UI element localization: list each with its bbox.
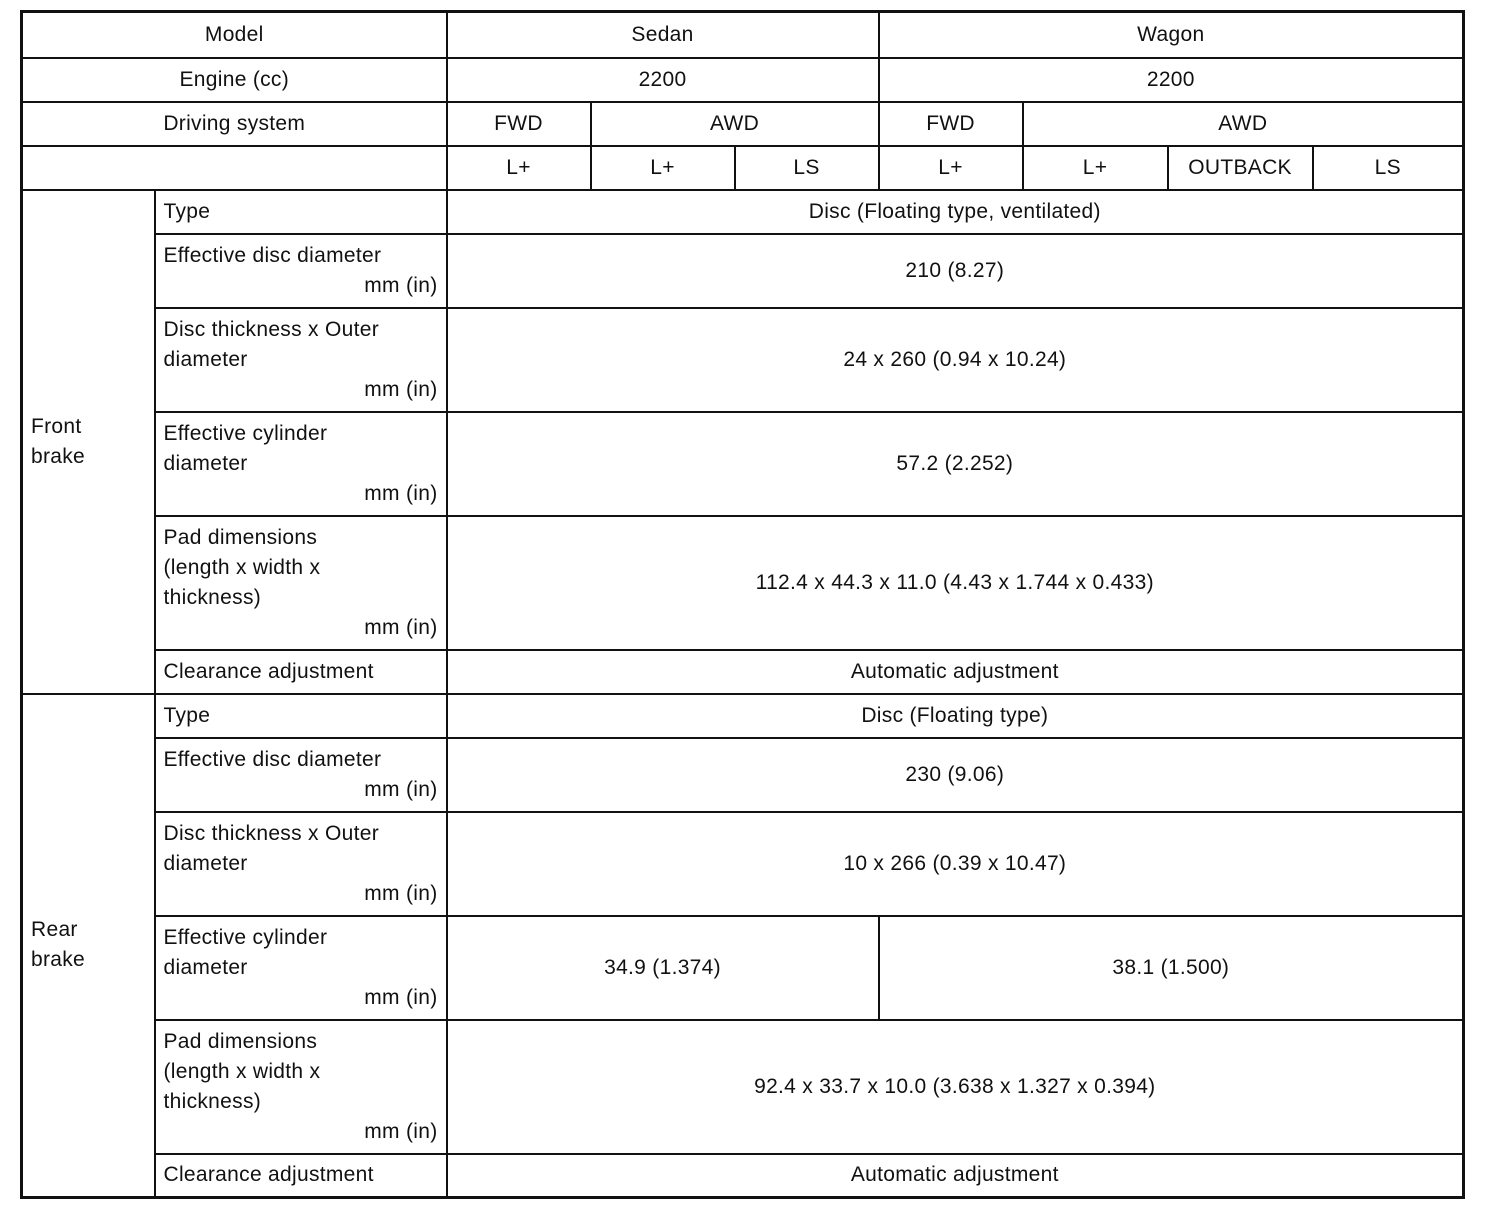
- unit-label: mm (in): [364, 777, 438, 801]
- front-brake-label-2: brake: [31, 444, 86, 468]
- front-brake-label-1: Front: [31, 414, 82, 438]
- unit-label: mm (in): [364, 481, 438, 505]
- unit-label: mm (in): [364, 615, 438, 639]
- rear-brake-section: [22, 694, 155, 1198]
- trim-cell: L+: [879, 146, 1023, 190]
- wagon-awd: AWD: [1023, 102, 1464, 146]
- rear-pad-label-1: Pad dimensions: [163, 1029, 318, 1053]
- unit-label: mm (in): [364, 377, 438, 401]
- trim-cell: OUTBACK: [1168, 146, 1313, 190]
- front-cylinder-label-2: diameter: [163, 451, 248, 475]
- rear-pad-label-2: (length x width x: [163, 1059, 321, 1083]
- driving-label: Driving system: [22, 102, 447, 146]
- front-clearance-label: Clearance adjustment: [155, 650, 447, 694]
- rear-eff-disc-label-text: Effective disc diameter: [163, 747, 382, 771]
- rear-type-label: Type: [155, 694, 447, 738]
- front-brake-section: [22, 190, 155, 694]
- rear-disc-thickness-label: [155, 812, 447, 916]
- wagon-fwd: FWD: [879, 102, 1023, 146]
- rear-eff-disc-row: [22, 738, 1464, 812]
- rear-clearance-row: [22, 1154, 1464, 1198]
- rear-cylinder-value-wagon: 38.1 (1.500): [879, 916, 1464, 1020]
- driving-row: [22, 102, 1464, 146]
- model-label: Model: [22, 12, 447, 58]
- rear-cylinder-label: [155, 916, 447, 1020]
- rear-brake-label-1: Rear: [31, 918, 78, 942]
- brake-spec-table: [20, 10, 1465, 1199]
- sedan-awd: AWD: [591, 102, 879, 146]
- front-disc-thickness-row: [22, 308, 1464, 412]
- trim-cell: L+: [591, 146, 735, 190]
- rear-pad-label: [155, 1020, 447, 1154]
- front-cylinder-label-1: Effective cylinder: [163, 421, 328, 445]
- wagon-engine: 2200: [879, 58, 1464, 102]
- unit-label: mm (in): [364, 273, 438, 297]
- front-disc-thickness-value: 24 x 260 (0.94 x 10.24): [447, 308, 1464, 412]
- rear-pad-label-3: thickness): [163, 1089, 262, 1113]
- front-type-label: Type: [155, 190, 447, 234]
- sedan-fwd: FWD: [447, 102, 591, 146]
- sedan-engine: 2200: [447, 58, 879, 102]
- rear-clearance-label: Clearance adjustment: [155, 1154, 447, 1198]
- unit-label: mm (in): [364, 985, 438, 1009]
- unit-label: mm (in): [364, 881, 438, 905]
- rear-disc-thickness-label-1: Disc thickness x Outer: [163, 821, 379, 845]
- rear-cylinder-label-2: diameter: [163, 955, 248, 979]
- trim-label-empty: [22, 146, 447, 190]
- rear-cylinder-value-sedan: 34.9 (1.374): [447, 916, 879, 1020]
- trim-cell: L+: [1023, 146, 1168, 190]
- trim-cell: LS: [735, 146, 879, 190]
- front-disc-thickness-label: [155, 308, 447, 412]
- rear-cylinder-label-1: Effective cylinder: [163, 925, 328, 949]
- rear-cylinder-row: [22, 916, 1464, 1020]
- rear-type-value: Disc (Floating type): [447, 694, 1464, 738]
- rear-eff-disc-label: [155, 738, 447, 812]
- front-type-row: [22, 190, 1464, 234]
- front-disc-thickness-label-1: Disc thickness x Outer: [163, 317, 379, 341]
- front-clearance-value: Automatic adjustment: [447, 650, 1464, 694]
- rear-pad-row: [22, 1020, 1464, 1154]
- front-pad-label-1: Pad dimensions: [163, 525, 318, 549]
- rear-disc-thickness-row: [22, 812, 1464, 916]
- rear-pad-value: 92.4 x 33.7 x 10.0 (3.638 x 1.327 x 0.394): [447, 1020, 1464, 1154]
- front-pad-label: [155, 516, 447, 650]
- wagon-header: Wagon: [879, 12, 1464, 58]
- front-pad-row: [22, 516, 1464, 650]
- unit-label: mm (in): [364, 1119, 438, 1143]
- front-clearance-row: [22, 650, 1464, 694]
- front-cylinder-label: [155, 412, 447, 516]
- sedan-header: Sedan: [447, 12, 879, 58]
- trim-cell: L+: [447, 146, 591, 190]
- model-row: [22, 12, 1464, 58]
- engine-row: [22, 58, 1464, 102]
- front-eff-disc-label: [155, 234, 447, 308]
- front-eff-disc-label-text: Effective disc diameter: [163, 243, 382, 267]
- trim-row: [22, 146, 1464, 190]
- rear-eff-disc-value: 230 (9.06): [447, 738, 1464, 812]
- rear-brake-label-2: brake: [31, 948, 86, 972]
- front-eff-disc-row: [22, 234, 1464, 308]
- front-cylinder-value: 57.2 (2.252): [447, 412, 1464, 516]
- front-pad-label-2: (length x width x: [163, 555, 321, 579]
- front-pad-value: 112.4 x 44.3 x 11.0 (4.43 x 1.744 x 0.433): [447, 516, 1464, 650]
- front-cylinder-row: [22, 412, 1464, 516]
- rear-type-row: [22, 694, 1464, 738]
- front-type-value: Disc (Floating type, ventilated): [447, 190, 1464, 234]
- trim-cell: LS: [1313, 146, 1464, 190]
- front-disc-thickness-label-2: diameter: [163, 347, 248, 371]
- rear-disc-thickness-label-2: diameter: [163, 851, 248, 875]
- engine-label: Engine (cc): [22, 58, 447, 102]
- rear-disc-thickness-value: 10 x 266 (0.39 x 10.47): [447, 812, 1464, 916]
- front-eff-disc-value: 210 (8.27): [447, 234, 1464, 308]
- rear-clearance-value: Automatic adjustment: [447, 1154, 1464, 1198]
- front-pad-label-3: thickness): [163, 585, 262, 609]
